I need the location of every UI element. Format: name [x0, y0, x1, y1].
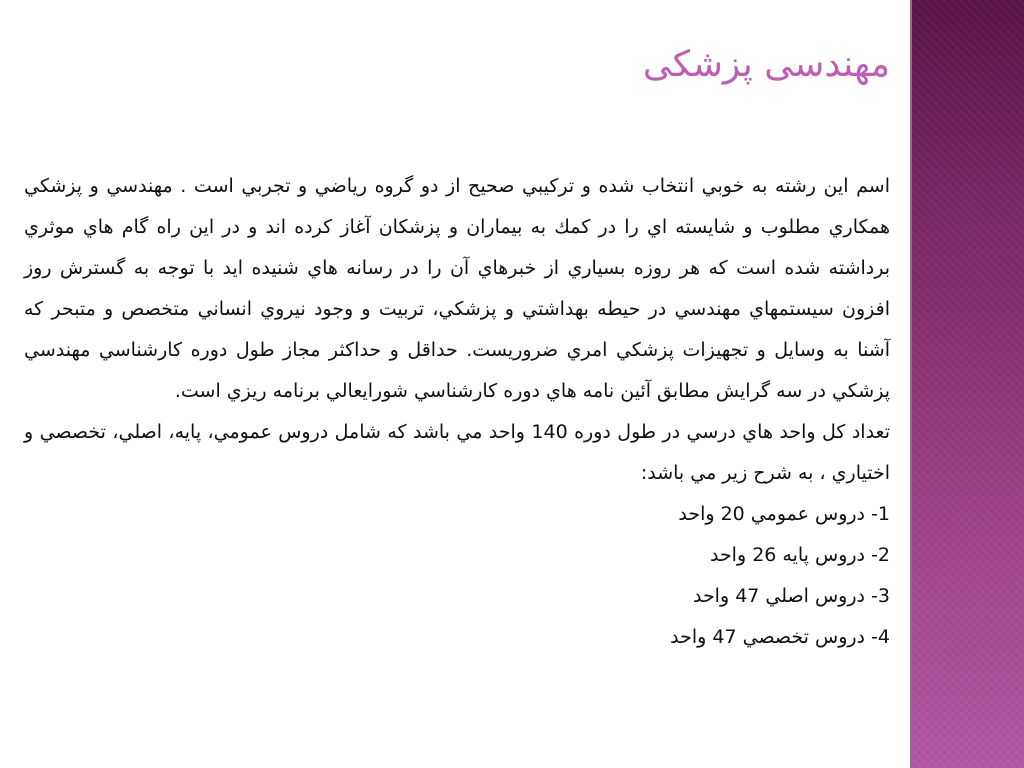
slide-title: مهندسی پزشکی	[642, 44, 890, 85]
list-item-core-courses: 3- دروس اصلي 47 واحد	[692, 585, 890, 607]
side-bar-texture	[912, 0, 1024, 768]
body-paragraph-intro: اسم اين رشته به خوبي انتخاب شده و تركيبي صحيح از دو گروه رياضي و تجربي است . مهندسي و پزشكي همكاري مطلوب و شايسته اي را در كمك به بيماران و پزشكان آغاز كرده اند و در اين راه گام هاي موثري برداشته شده است كه هر روزه بسياري از خبرهاي آن را در رسانه هاي شنيده ايد با توجه به گسترش روز افزون سيستمهاي مهندسي در حيطه بهداشتي و پزشكي، تربيت و وجود نيروي انساني متخصص و متبحر كه آشنا به وسايل و تجهيزات پزشكي امري ضروريست. حداقل و حداكثر مجاز طول دوره كارشناسي مهندسي پزشكي در سه گرايش مطابق آئين نامه هاي دوره كارشناسي شورايعالي برنامه ريزي است.	[24, 175, 890, 402]
slide-body	[24, 166, 890, 658]
list-item-specialized-courses: 4- دروس تخصصي 47 واحد	[670, 626, 890, 648]
body-paragraph-units: تعداد كل واحد هاي درسي در طول دوره 140 واحد مي باشد كه شامل دروس عمومي، پايه، اصلي، تخصصي و اختياري ، به شرح زير مي باشد:	[24, 421, 890, 484]
list-item-basic-courses: 2- دروس پايه 26 واحد	[709, 544, 890, 566]
list-item-general-courses: 1- دروس عمومي 20 واحد	[678, 503, 890, 525]
